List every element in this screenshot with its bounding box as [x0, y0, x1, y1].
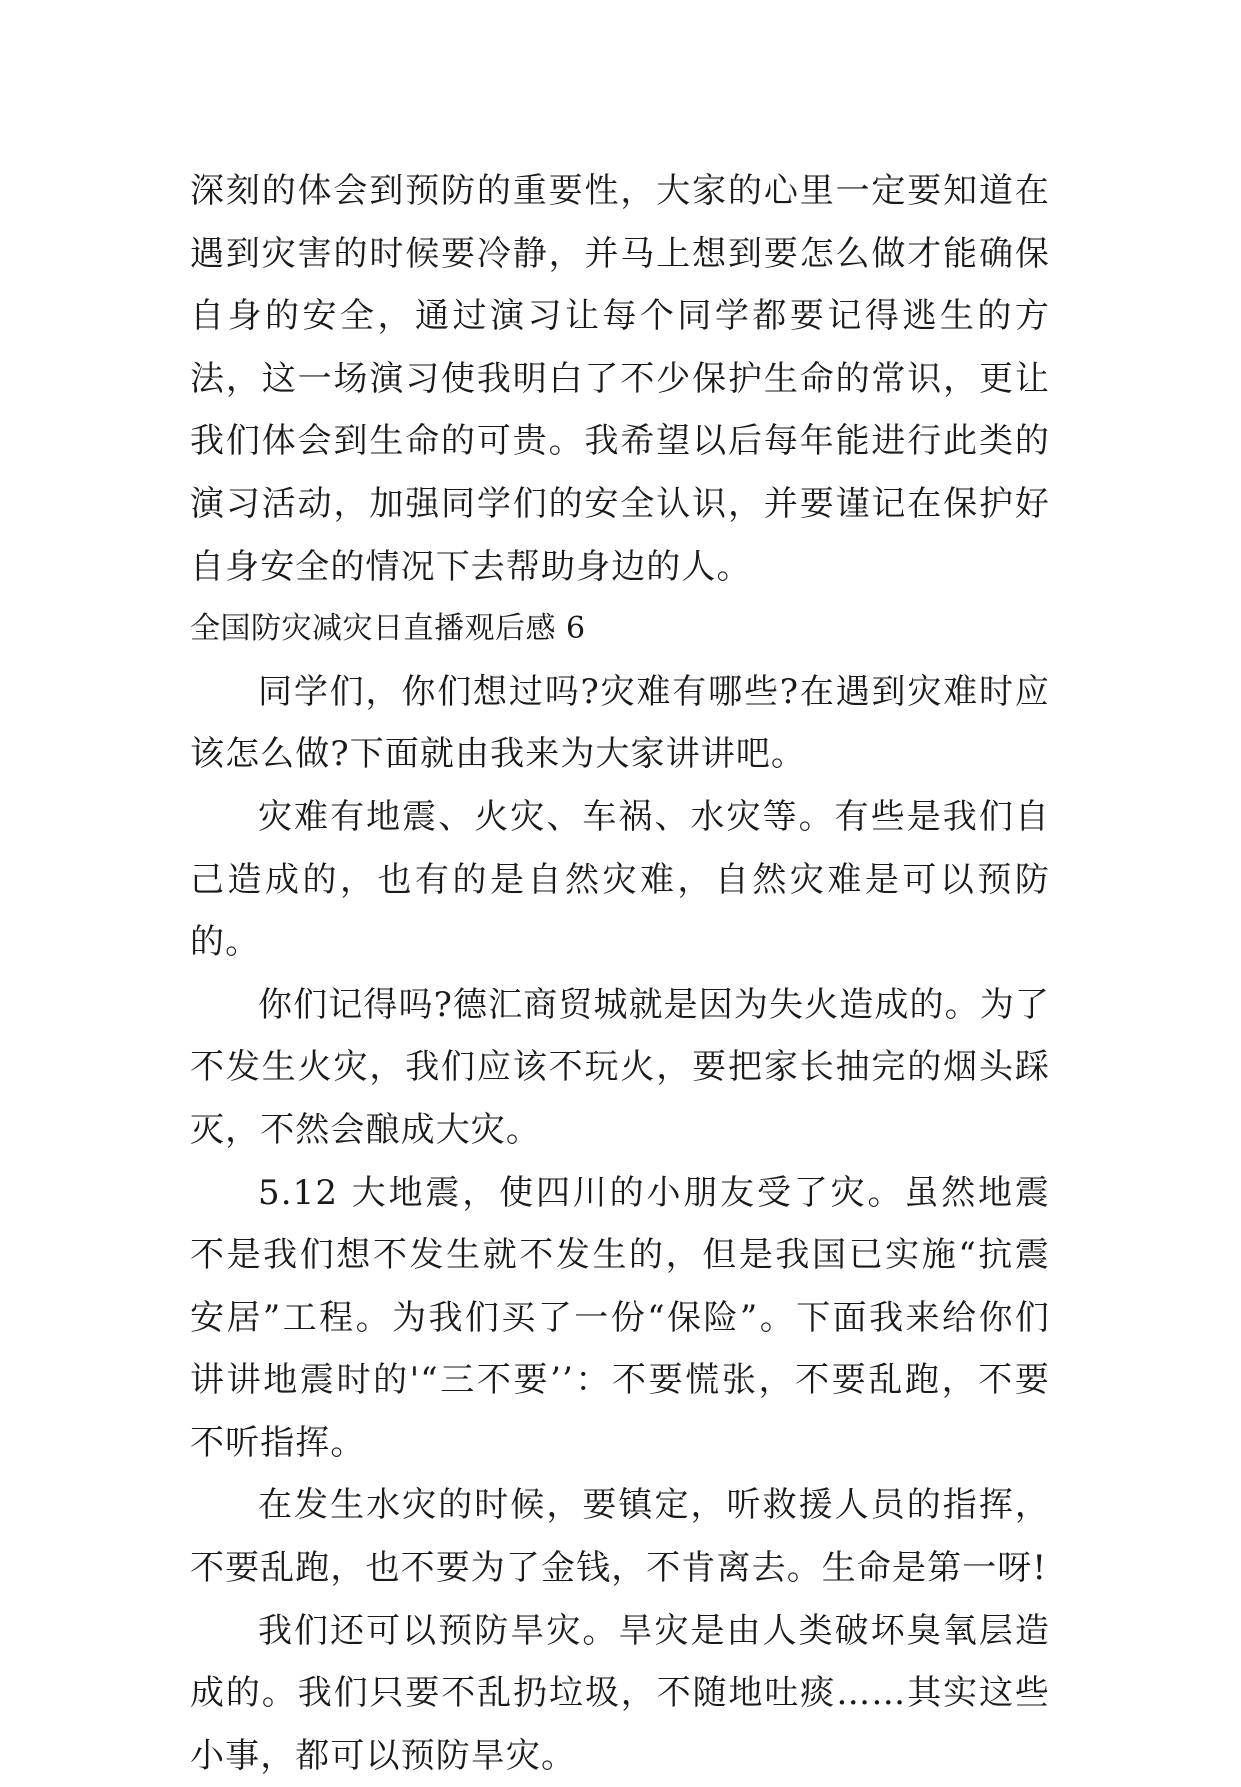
document-body [190, 160, 1050, 1787]
section-title: 全国防灾减灾日直播观后感 6 [190, 611, 586, 647]
paragraph-4: 5.12 大地震，使四川的小朋友受了灾。虽然地震不是我们想不发生就不发生的，但是我国已实施“抗震安居”工程。为我们买了一份“保险”。下面我来给你们讲讲地震时的'“三不要’’：不要慌张，不要乱跑，不要不听指挥。 [190, 1172, 1050, 1463]
paragraph-1: 同学们，你们想过吗?灾难有哪些?在遇到灾难时应该怎么做?下面就由我来为大家讲讲吧。 [190, 671, 1050, 775]
paragraph-2: 灾难有地震、火灾、车祸、水灾等。有些是我们自己造成的，也有的是自然灾难，自然灾难是可以预防的。 [190, 796, 1050, 963]
continuation-paragraph: 深刻的体会到预防的重要性，大家的心里一定要知道在遇到灾害的时候要冷静，并马上想到要怎么做才能确保自身的安全，通过演习让每个同学都要记得逃生的方法，这一场演习使我明白了不少保护生命的常识，更让我们体会到生命的可贵。我希望以后每年能进行此类的演习活动，加强同学们的安全认识，并要谨记在保护好自身安全的情况下去帮助身边的人。 [190, 171, 1050, 587]
paragraph-5: 在发生水灾的时候，要镇定，听救援人员的指挥，不要乱跑，也不要为了金钱，不肯离去。生命是第一呀! [190, 1485, 1050, 1589]
paragraph-3: 你们记得吗?德汇商贸城就是因为失火造成的。为了不发生火灾，我们应该不玩火，要把家长抽完的烟头踩灭，不然会酿成大灾。 [190, 984, 1050, 1150]
paragraph-6: 我们还可以预防旱灾。旱灾是由人类破坏臭氧层造成的。我们只要不乱扔垃圾，不随地吐痰……其实这些小事，都可以预防旱灾。 [190, 1610, 1050, 1776]
